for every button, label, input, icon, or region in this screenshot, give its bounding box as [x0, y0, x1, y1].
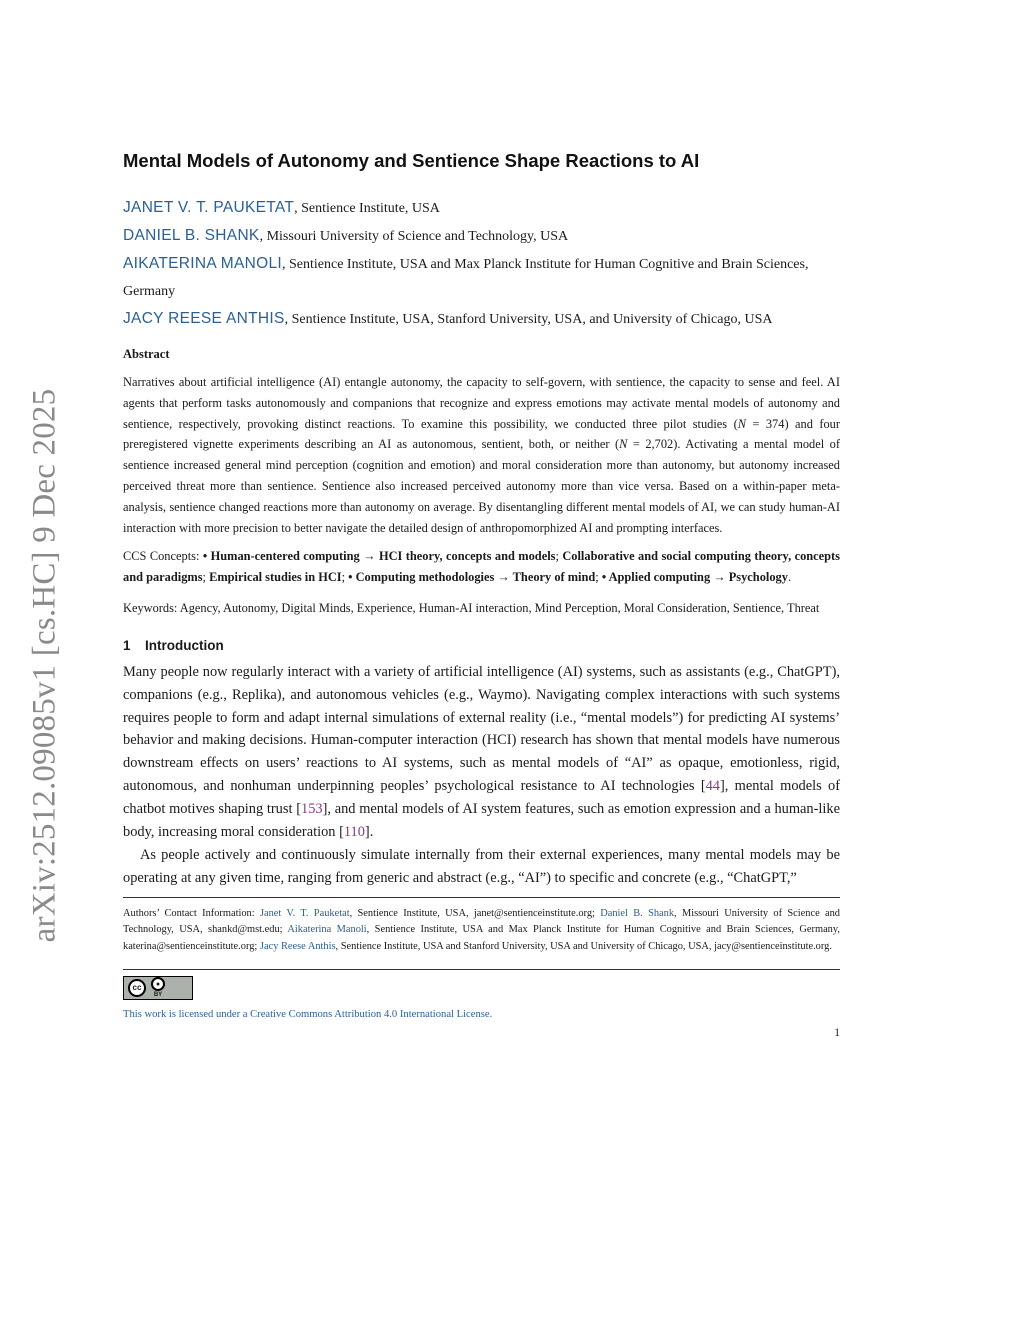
cc-icon: cc [128, 979, 146, 997]
abstract-part: Narratives about artificial intelligence (AI) entangle autonomy, the capacity to self-govern, with sentience, the capacity to sense and feel. AI agents that perform tasks autonomously and companions that recognize and express emotions may activate mental models of autonomy and sentience, respectively, provoking distinct reactions. To examine this possibility, we conducted three pilot studies ( [123, 375, 840, 431]
arxiv-sidebar-stamp [26, 378, 63, 953]
paper-page [123, 150, 840, 1039]
text-run: Many people now regularly interact with a variety of artificial intelligence (AI) systems, such as assistants (e.g., ChatGPT), companions (e.g., Replika), and autonomous vehicles (e.g., Waymo). Navigating complex interactions with such systems requires people to form and adapt internal simulations of external reality (i.e., “mental models”) for predicting AI systems’ behavior and making decisions. Human-computer interaction (HCI) research has shown that mental models have numerous downstream effects on users’ reactions to AI systems, such as mental models of “AI” as opaque, emotionless, rigid, autonomous, and nonhuman underpinning peoples’ psychological resistance to AI technologies [ [123, 663, 840, 795]
text-run: ], mental models of chatbot motives shaping trust [ [123, 778, 840, 818]
keywords: Keywords: Agency, Autonomy, Digital Minds, Experience, Human-AI interaction, Mind Perception, Moral Consideration, Sentience, Threat [123, 600, 820, 615]
author-affiliation: , Sentience Institute, USA, Stanford University, USA, and University of Chicago, USA [284, 312, 773, 327]
ccs-item: • Human-centered computing → HCI theory, concepts and models [202, 549, 556, 564]
ccs-sep: ; [341, 570, 349, 585]
section-number: 1 [123, 637, 131, 653]
author-line [123, 250, 840, 305]
author-affiliation: , Sentience Institute, USA [294, 201, 440, 216]
author-link[interactable]: Daniel B. Shank [600, 907, 675, 919]
section-title: Introduction [145, 637, 224, 653]
license-divider [123, 969, 840, 970]
abstract-text [123, 372, 840, 538]
author-affiliation: , Sentience Institute, USA and Max Planck Institute for Human Cognitive and Brain Sciences, Germany [123, 257, 809, 299]
ccs-concepts [123, 546, 840, 588]
ccs-item: Collaborative and social computing theory, concepts and paradigms [123, 549, 841, 585]
ccs-label: CCS Concepts: [123, 549, 203, 564]
author-affiliation: , Missouri University of Science and Technology, USA [259, 229, 569, 244]
paper-title: Mental Models of Autonomy and Sentience Shape Reactions to AI [123, 150, 700, 171]
ccs-sep: ; [555, 549, 563, 564]
author-line [123, 305, 840, 333]
author-name: JACY REESE ANTHIS [123, 310, 285, 327]
text-run: Authors’ Contact Information: [123, 907, 260, 919]
abstract-part: = 374) and four preregistered vignette experiments describing an AI as autonomous, sentient, both, or neither ( [123, 416, 841, 452]
citation-link[interactable]: 153 [301, 801, 323, 818]
ccs-item: Empirical studies in HCI [209, 570, 342, 585]
abstract-part: Activating a mental model of sentience increased general mind perception (cognition and emotion) and moral consideration more than autonomy, but autonomy increased perceived threat more than sentience. Sentience also increased perceived autonomy more than vice versa. Based on a within-paper meta-analysis, sentience changed reactions more than autonomy on average. By disentangling different mental models of AI, we can study human-AI interaction with more precision to better navigate the detailed design of anthropomorphized AI and prompting interfaces. [123, 437, 840, 535]
text-run: ]. [364, 824, 374, 841]
ccs-item: • Computing methodologies → Theory of mind [348, 570, 596, 585]
abstract-heading: Abstract [123, 347, 170, 361]
page-number: 1 [834, 1026, 840, 1039]
sample-size-var: N [619, 437, 628, 452]
text-run: , Sentience Institute, USA and Stanford University, USA and University of Chicago, USA, jacy@sentienceinstitute.org. [335, 941, 832, 953]
arxiv-id: arXiv:2512.09085v1 [cs.HC] 9 Dec 2025 [26, 388, 63, 943]
author-link[interactable]: Jacy Reese Anthis [259, 941, 336, 953]
cc-license-badge-icon[interactable] [123, 976, 193, 1000]
ccs-end: . [787, 570, 792, 585]
author-name: JANET V. T. PAUKETAT [123, 199, 295, 216]
author-line [123, 222, 840, 250]
ccs-item: • Applied computing → Psychology [601, 570, 788, 585]
citation-link[interactable]: 44 [705, 778, 720, 795]
section-heading [123, 638, 840, 653]
author-link[interactable]: Janet V. T. Pauketat [259, 907, 350, 919]
footnote-divider [123, 897, 840, 898]
author-name: AIKATERINA MANOLI [123, 255, 282, 272]
author-contact-footnote [123, 906, 840, 956]
text-run: , Missouri University of Science and Technology, USA, shankd@mst.edu; [123, 907, 840, 936]
text-run: , Sentience Institute, USA and Max Planck Institute for Human Cognitive and Brain Sciences, Germany, katerina@sentienceinstitute.org; [123, 924, 840, 953]
ccs-sep: ; [202, 570, 210, 585]
body-paragraph [123, 661, 840, 844]
text-run: , Sentience Institute, USA, janet@sentienceinstitute.org; [349, 907, 601, 919]
sample-size-var: N [737, 416, 746, 431]
abstract-part: = 2,702). [627, 437, 681, 452]
author-link[interactable]: Aikaterina Manoli [287, 924, 367, 936]
author-line [123, 194, 840, 222]
person-icon: ● [151, 977, 165, 991]
author-name: DANIEL B. SHANK [123, 227, 260, 244]
text-run: ], and mental models of AI system features, such as emotion expression and a human-like body, increasing moral consideration [ [123, 801, 840, 841]
body-paragraph: As people actively and continuously simulate internally from their external experiences, many mental models may be operating at any given time, ranging from generic and abstract (e.g., “AI”) to specific and concrete (e.g., “ChatGPT,” [123, 847, 840, 886]
license-link[interactable]: This work is licensed under a Creative Commons Attribution 4.0 International License. [123, 1008, 493, 1020]
ccs-sep: ; [595, 570, 602, 585]
citation-link[interactable]: 110 [343, 824, 365, 841]
by-icon [151, 977, 165, 998]
by-label: BY [153, 992, 163, 999]
